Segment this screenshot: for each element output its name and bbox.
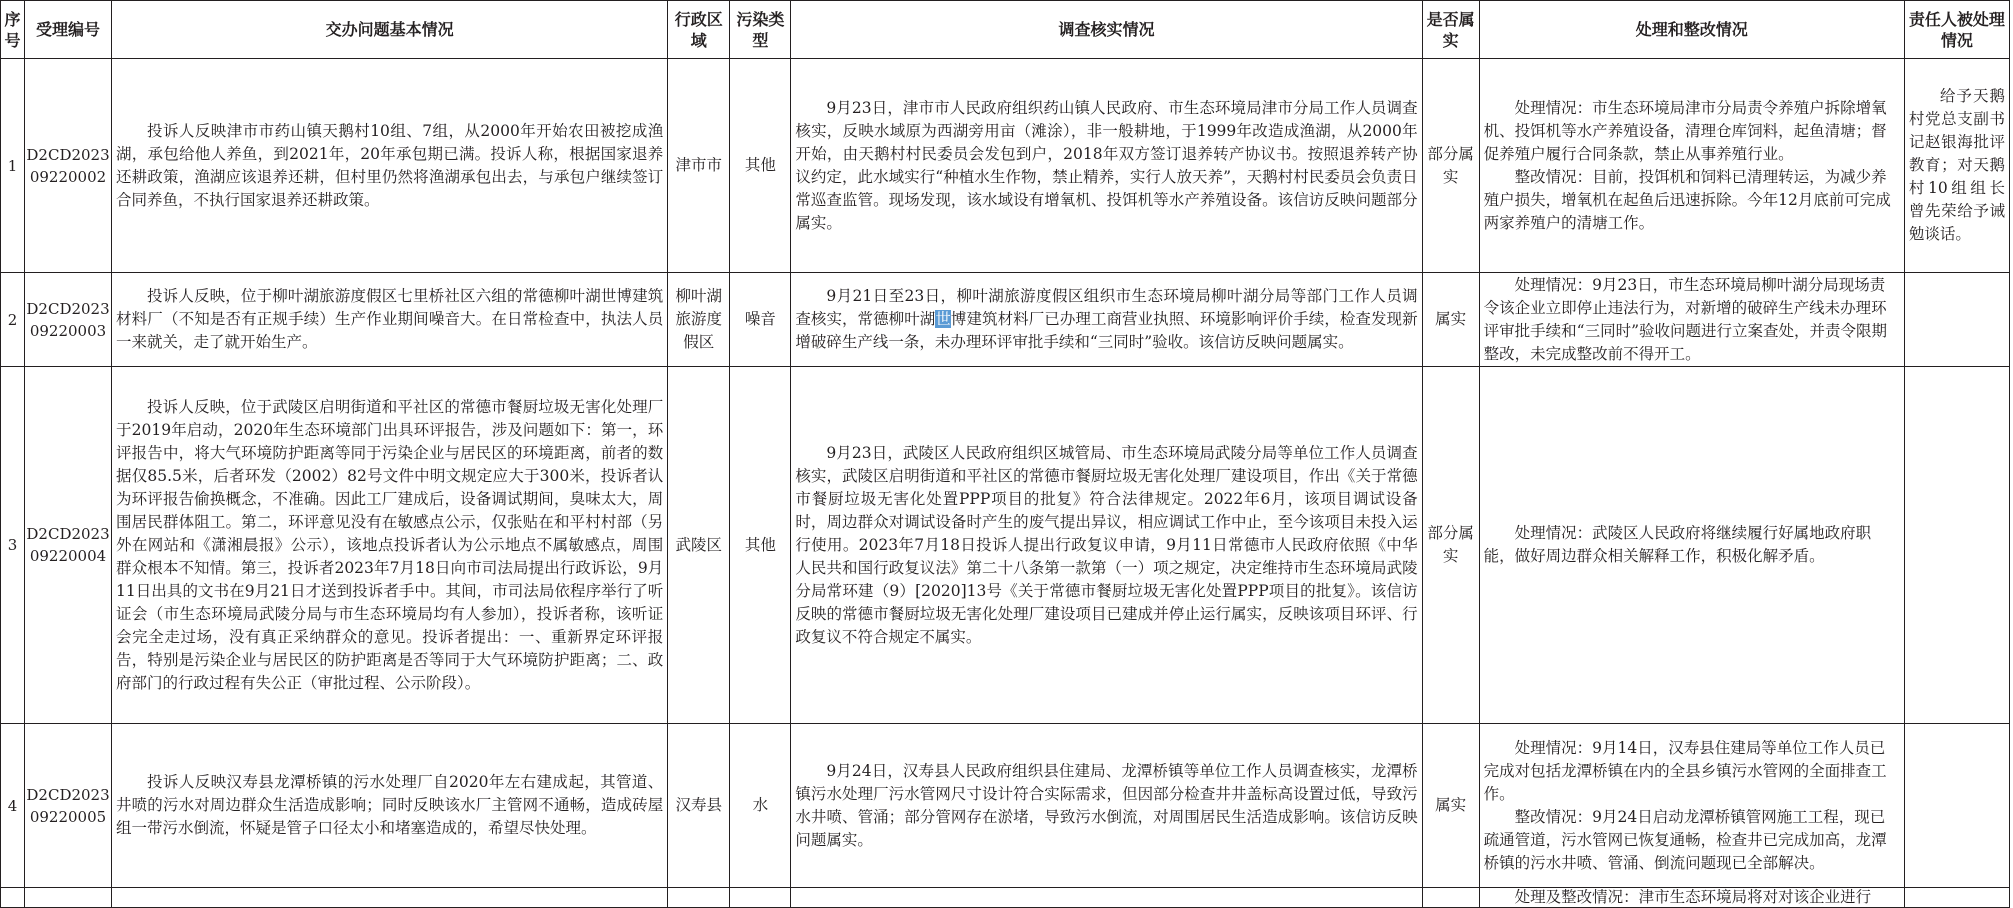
handling-paragraph: 处理情况：9月14日，汉寿县住建局等单位工作人员已完成对包括龙潭桥镇在内的全县乡镇污水管网的全面排查工作。 <box>1483 738 1887 803</box>
handling-paragraph: 整改情况：9月24日启动龙潭桥镇管网施工工程，现已疏通管道，污水管网已恢复通畅，检查井已完成加高，龙潭桥镇的污水井喷、管涌、倒流问题现已全部解决。 <box>1483 807 1887 872</box>
handling-paragraph: 处理情况：9月23日，市生态环境局柳叶湖分局现场责令该企业立即停止违法行为，对新增的破碎生产线未办理环评审批手续和“三同时”验收问题进行立案查处，并责令限期整改，未完成整改前不得开工。 <box>1483 275 1888 363</box>
row-region: 柳叶湖旅游度假区 <box>668 273 730 367</box>
row-case-no: D2CD202309220005 <box>25 724 112 888</box>
row-pollution: 水 <box>730 724 791 888</box>
header-seq: 序号 <box>1 1 25 59</box>
row-case-no: D2CD202309220004 <box>25 367 112 724</box>
row-handling <box>1479 367 1904 724</box>
row-case-no: D2CD202309220003 <box>25 273 112 367</box>
row-region: 津市市 <box>668 59 730 273</box>
investigation-text: 博建筑材料厂已办理工商营业执照、环境影响评价手续，检查发现新增破碎生产线一条，未办理环评审批手续和“三同时”验收。该信访反映问题属实。 <box>795 310 1418 351</box>
row-pollution: 其他 <box>730 367 791 724</box>
table-row-partial <box>1 888 2010 908</box>
row-investigation: 9月24日，汉寿县人民政府组织县住建局、龙潭桥镇等单位工作人员调查核实，龙潭桥镇污水处理厂污水管网尺寸设计符合实际需求，但因部分检查井井盖标高设置过低，导致污水井喷、管涌；部分管网存在淤堵，导致污水倒流，对周围居民生活造成影响。该信访反映问题属实。 <box>791 724 1422 888</box>
row-verified: 属实 <box>1422 724 1479 888</box>
investigation-text: 9月21日至23日，柳叶湖旅游度假区组织市生态环境局柳叶湖分局等部门工作人员调查核实，常德柳叶湖 <box>795 287 1418 328</box>
row-investigation: 9月23日，津市市人民政府组织药山镇人民政府、市生态环境局津市分局工作人员调查核实，反映水域原为西湖旁用亩（滩涂），非一般耕地，于1999年改造成渔湖，从2000年开始，由天鹅村村民委员会发包到户，2018年双方签订退养转产协议书。按照退养转产协议约定，此水域实行“种植水生作物，禁止精养，实行人放天养”，天鹅村村民委员会负责日常巡查监管。现场发现，该水域设有增氧机、投饵机等水产养殖设备。该信访反映问题部分属实。 <box>791 59 1422 273</box>
row-accountability: 给予天鹅村党总支副书记赵银海批评教育；对天鹅村10组组长曾先荣给予诫勉谈话。 <box>1904 59 2009 273</box>
handling-paragraph: 处理情况：武陵区人民政府将继续履行好属地政府职能，做好周边群众相关解释工作，积极化解矛盾。 <box>1483 524 1872 565</box>
header-row <box>1 1 2010 59</box>
handling-paragraph: 整改情况：目前，投饵机和饲料已清理转运，为减少养殖户损失，增氧机在起鱼后迅速拆除。今年12月底前可完成两家养殖户的清塘工作。 <box>1483 167 1891 232</box>
row-seq: 2 <box>1 273 25 367</box>
row-handling-partial <box>1479 888 1904 908</box>
row-verified: 属实 <box>1422 273 1479 367</box>
row-case-no: D2CD202309220002 <box>25 59 112 273</box>
handling-paragraph: 处理情况：市生态环境局津市分局责令养殖户拆除增氧机、投饵机等水产养殖设备，清理仓库饲料，起鱼清塘；督促养殖户履行合同条款，禁止从事养殖行业。 <box>1483 98 1887 163</box>
header-handling: 处理和整改情况 <box>1479 1 1904 59</box>
row-seq: 4 <box>1 724 25 888</box>
header-verified: 是否属实 <box>1422 1 1479 59</box>
row-issue: 投诉人反映津市市药山镇天鹅村10组、7组，从2000年开始农田被挖成渔湖，承包给他人养鱼，到2021年，20年承包期已满。投诉人称，根据国家退养还耕政策，渔湖应该退养还耕，但村里仍然将渔湖承包出去，与承包户继续签订合同养鱼，不执行国家退养还耕政策。 <box>112 59 668 273</box>
row-accountability <box>1904 724 2009 888</box>
row-accountability <box>1904 367 2009 724</box>
row-investigation <box>791 273 1422 367</box>
row-accountability <box>1904 273 2009 367</box>
row-pollution: 噪音 <box>730 273 791 367</box>
table-row <box>1 273 2010 367</box>
row-issue: 投诉人反映，位于柳叶湖旅游度假区七里桥社区六组的常德柳叶湖世博建筑材料厂（不知是否有正规手续）生产作业期间噪音大。在日常检查中，执法人员一来就关，走了就开始生产。 <box>112 273 668 367</box>
row-verified: 部分属实 <box>1422 59 1479 273</box>
row-handling <box>1479 724 1904 888</box>
handling-paragraph: 处理及整改情况：津市生态环境局将对对该企业进行 <box>1514 888 1872 906</box>
row-issue: 投诉人反映汉寿县龙潭桥镇的污水处理厂自2020年左右建成起，其管道、井喷的污水对周边群众生活造成影响；同时反映该水厂主管网不通畅，造成砖屋组一带污水倒流，怀疑是管子口径太小和堵塞造成的，希望尽快处理。 <box>112 724 668 888</box>
row-handling <box>1479 273 1904 367</box>
header-issue: 交办问题基本情况 <box>112 1 668 59</box>
row-pollution: 其他 <box>730 59 791 273</box>
header-case-no: 受理编号 <box>25 1 112 59</box>
table-row <box>1 724 2010 888</box>
row-issue: 投诉人反映，位于武陵区启明街道和平社区的常德市餐厨垃圾无害化处理厂于2019年启动，2020年生态环境部门出具环评报告，涉及问题如下：第一，环评报告中，将大气环境防护距离等同于污染企业与居民区的环境距离，前者的数据仅85.5米，后者环发（2002）82号文件中明文规定应大于300米，投诉者认为环评报告偷换概念，不准确。因此工厂建成后，设备调试期间，臭味太大，周围居民群体阻工。第二，环评意见没有在敏感点公示，仅张贴在和平村村部（另外在网站和《潇湘晨报》公示），该地点投诉者认为公示地点不属敏感点，周围群众根本不知情。第三，投诉者2023年7月18日向市司法局提出行政诉讼，9月11日出具的文书在9月21日才送到投诉者手中。其间，市司法局依程序举行了听证会（市生态环境局武陵分局与市生态环境局均有人参加），投诉者称，该听证会完全走过场，没有真正采纳群众的意见。投诉者提出：一、重新界定环评报告，特别是污染企业与居民区的防护距离是否等同于大气环境防护距离；二、政府部门的行政过程有失公正（审批过程、公示阶段）。 <box>112 367 668 724</box>
header-region: 行政区域 <box>668 1 730 59</box>
text-selection-highlight[interactable]: 世 <box>935 310 951 328</box>
row-seq: 3 <box>1 367 25 724</box>
table-row <box>1 59 2010 273</box>
row-region: 武陵区 <box>668 367 730 724</box>
table-row <box>1 367 2010 724</box>
header-accountability: 责任人被处理情况 <box>1904 1 2009 59</box>
header-pollution: 污染类型 <box>730 1 791 59</box>
row-handling <box>1479 59 1904 273</box>
header-investigation: 调查核实情况 <box>791 1 1422 59</box>
row-seq: 1 <box>1 59 25 273</box>
row-region: 汉寿县 <box>668 724 730 888</box>
row-verified: 部分属实 <box>1422 367 1479 724</box>
row-investigation: 9月23日，武陵区人民政府组织区城管局、市生态环境局武陵分局等单位工作人员调查核实，武陵区启明街道和平社区的常德市餐厨垃圾无害化处理厂建设项目，作出《关于常德市餐厨垃圾无害化处置PPP项目的批复》符合法律规定。2022年6月，该项目调试设备时，周边群众对调试设备时产生的废气提出异议，相应调试工作中止，至今该项目未投入运行使用。2023年7月18日投诉人提出行政复议申请，9月11日常德市人民政府依照《中华人民共和国行政复议法》第二十八条第一款第（一）项之规定，决定维持市生态环境局武陵分局常环建（9）[2020]13号《关于常德市餐厨垃圾无害化处置PPP项目的批复》。该信访反映的常德市餐厨垃圾无害化处理厂建设项目已建成并停止运行属实，反映该项目环评、行政复议不符合规定不属实。 <box>791 367 1422 724</box>
